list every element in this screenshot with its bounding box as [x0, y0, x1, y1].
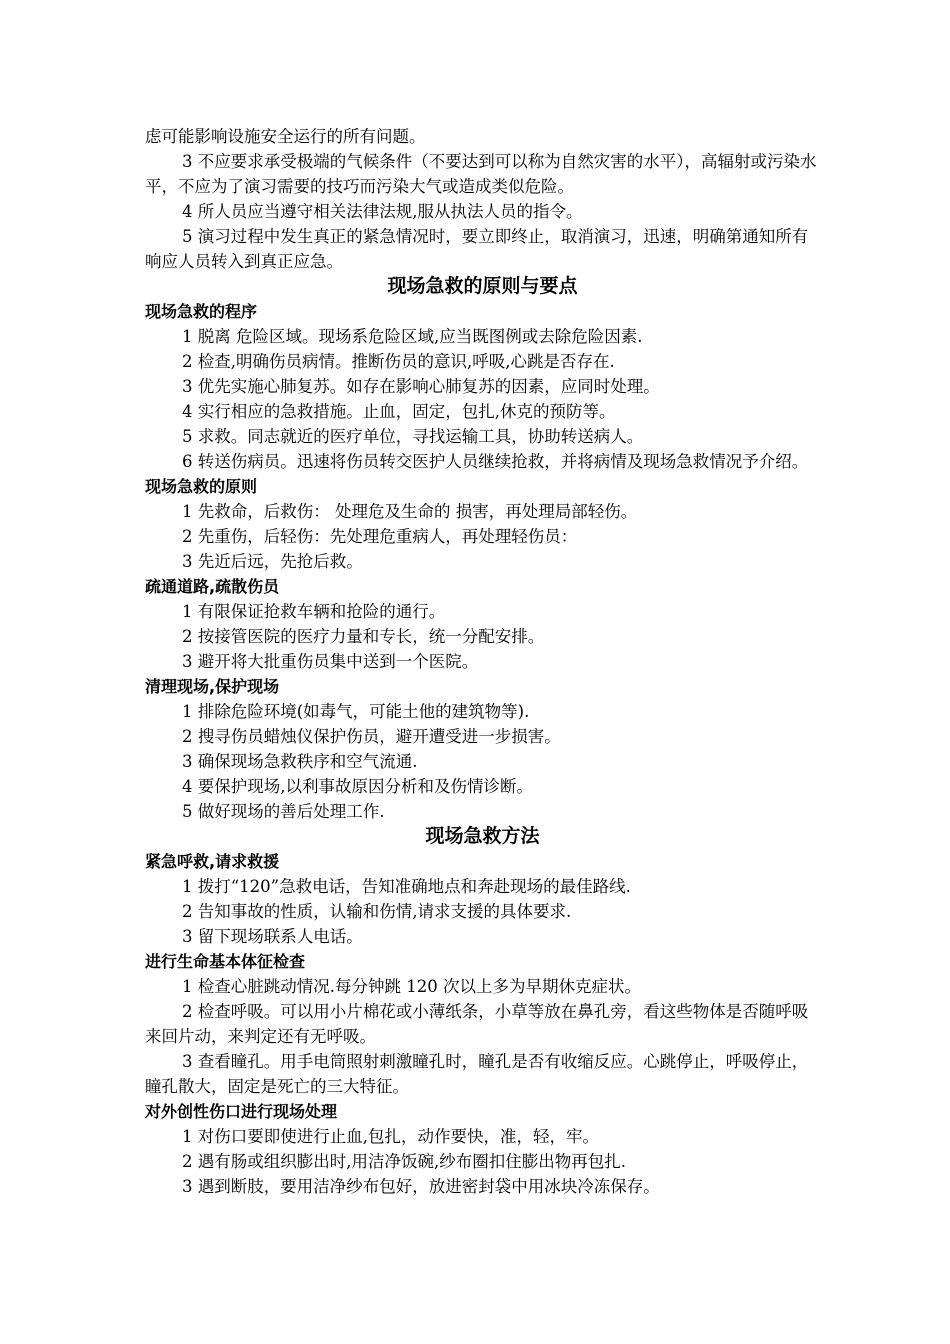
section-title: 现场急救方法 [425, 825, 540, 847]
paragraph: 2 搜寻伤员蜡烛仪保护伤员，避开遭受进一步损害。 [182, 727, 561, 746]
paragraph: 2 告知事故的性质，认输和伤情,请求支援的具体要求. [182, 902, 572, 921]
subsection-heading: 现场急救的原则 [145, 477, 258, 496]
paragraph: 1 先救命，后救伤： 处理危及生命的 损害，再处理局部轻伤。 [182, 502, 638, 521]
subsection-heading: 进行生命基本体征检查 [145, 952, 306, 971]
paragraph: 1 检查心脏跳动情况.每分钟跳 120 次以上多为早期休克症状。 [182, 977, 641, 996]
paragraph: 3 留下现场联系人电话。 [182, 927, 363, 946]
paragraph: 3 查看瞳孔。用手电筒照射刺激瞳孔时，瞳孔是否有收缩反应。心跳停止，呼吸停止，瞳孔散大，固定是死亡的三大特征。 [145, 1052, 809, 1096]
paragraph: 1 对伤口要即使进行止血,包扎，动作要快，准，轻，牢。 [182, 1127, 599, 1146]
paragraph: 3 优先实施心肺复苏。如存在影响心肺复苏的因素，应同时处理。 [182, 377, 660, 396]
subsection-heading: 疏通道路,疏散伤员 [145, 577, 280, 596]
subsection-heading: 现场急救的程序 [145, 302, 258, 321]
paragraph: 2 检查,明确伤员病情。推断伤员的意识,呼吸,心跳是否存在. [182, 352, 615, 371]
paragraph: 3 先近后远，先抢后救。 [182, 552, 363, 571]
paragraph: 5 演习过程中发生真正的紧急情况时，要立即终止，取消演习，迅速，明确第通知所有响应人员转入到真正应急。 [145, 227, 809, 271]
paragraph: 5 做好现场的善后处理工作. [182, 802, 385, 821]
paragraph: 3 避开将大批重伤员集中送到一个医院。 [182, 652, 479, 671]
paragraph: 3 遇到断肢，要用洁净纱布包好，放进密封袋中用冰块冷冻保存。 [182, 1177, 660, 1196]
section-title: 现场急救的原则与要点 [387, 275, 578, 297]
paragraph: 1 有限保证抢救车辆和抢险的通行。 [182, 602, 446, 621]
paragraph: 2 遇有肠或组织膨出时,用洁净饭碗,纱布圈扣住膨出物再包扎. [182, 1152, 626, 1171]
subsection-heading: 紧急呼救,请求救援 [145, 852, 280, 871]
paragraph: 4 实行相应的急救措施。止血，固定，包扎,休克的预防等。 [182, 402, 616, 421]
paragraph: 1 排除危险环境(如毒气，可能土他的建筑物等). [182, 702, 530, 721]
paragraph: 2 按接管医院的医疗力量和专长，统一分配安排。 [182, 627, 545, 646]
paragraph: 6 转送伤病员。迅速将伤员转交医护人员继续抢救，并将病情及现场急救情况予介绍。 [182, 452, 809, 471]
subsection-heading: 清理现场,保护现场 [145, 677, 280, 696]
paragraph: 1 脱离 危险区域。现场系危险区域,应当既图例或去除危险因素. [182, 327, 643, 346]
paragraph: 3 不应要求承受极端的气候条件（不要达到可以称为自然灾害的水平），高辐射或污染水平，不应为了演习需要的技巧而污染大气或造成类似危险。 [145, 152, 817, 196]
paragraph: 4 所人员应当遵守相关法律法规,服从执法人员的指令。 [182, 202, 583, 221]
paragraph: 4 要保护现场,以利事故原因分析和及伤情诊断。 [182, 777, 533, 796]
paragraph: 3 确保现场急救秩序和空气流通. [182, 752, 418, 771]
paragraph: 5 求救。同志就近的医疗单位，寻找运输工具，协助转送病人。 [182, 427, 644, 446]
paragraph: 2 检查呼吸。可以用小片棉花或小薄纸条，小草等放在鼻孔旁，看这些物体是否随呼吸来回片动，来判定还有无呼吸。 [145, 1002, 809, 1046]
paragraph: 虑可能影响设施安全运行的所有问题。 [145, 127, 426, 146]
paragraph: 1 拨打“120”急救电话，告知准确地点和奔赴现场的最佳路线. [182, 877, 631, 896]
subsection-heading: 对外创性伤口进行现场处理 [145, 1102, 338, 1121]
paragraph: 2 先重伤，后轻伤：先处理危重病人，再处理轻伤员： [182, 527, 578, 546]
document-body [145, 124, 820, 1199]
